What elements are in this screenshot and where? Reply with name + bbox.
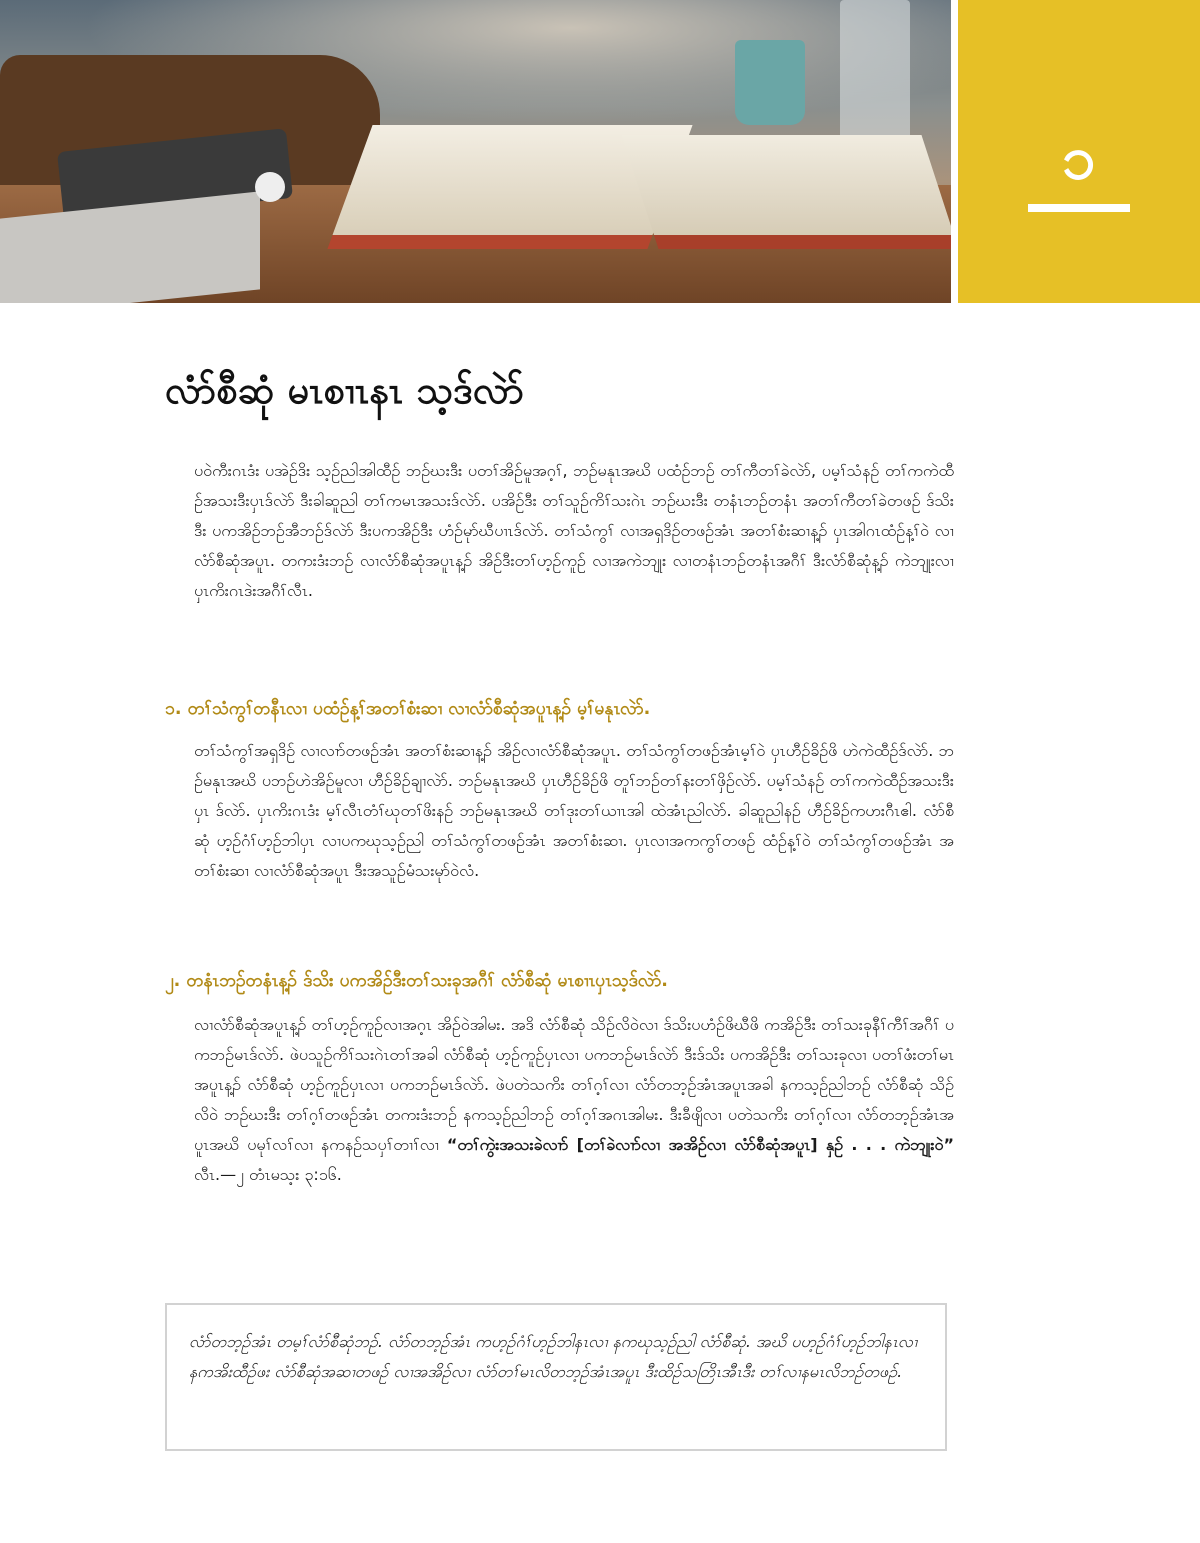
page-title: လံာ်စီဆုံ မၤစၢၤနၤ သ့ဒ်လဲာ် [165,368,525,412]
hero-book-right-page [621,135,951,249]
chapter-underline [1028,204,1130,212]
section-2-heading: ၂. တနံၤဘဉ်တနံၤန့ၣ် ဒ်သိး ပကအိဉ်ဒီးတၢ်သးခုအဂီၢ် လံာ်စီဆုံ မၤစၢၤပှၤသ့ဒ်လဲာ်. [165,971,668,991]
intro-paragraph: ပဝဲကီးဂၤဒံး ပအဲဉ်ဒိး သ့ဉ်ညါအါထီဉ် ဘဉ်ဃးဒီး ပတၢ်အိဉ်မူအဂ့ၢ်, ဘဉ်မနုၤအဃိ ပထံဉ်ဘဉ် တၢ်ကီတၢ်ခဲလဲာ်, ပမ့ၢ်သံနဉ် တၢ်ကကဲထီဉ်အသးဒီးပှၤဒ်လဲာ် ဒီးခါဆူညါ တၢ်ကမၤအသးဒ်လဲာ်. ပအိဉ်ဒီး တၢ်သူဉ်ကိၢ်သးဂဲၤ ဘဉ်ဃးဒီး တနံၤဘဉ်တနံၤ အတၢ်ကီတၢ်ခဲတဖဉ် ဒ်သိးဒီး ပကအိဉ်ဘဉ်အီဘဉ်ဒ်လဲာ် ဒီးပကအိဉ်ဒီး ဟံဉ်မုာ်ဃီပၢၤဒ်လဲာ်. တၢ်သံကွၢ် လၢအရှဒိဉ်တဖဉ်အံၤ အတၢ်စံးဆၢန့ၣ် ပှၤအါဂၤထံဉ်န့ၢ်ဝဲ လၢလံာ်စီဆုံအပူၤ. တကးဒံးဘဉ် လၢလံာ်စီဆုံအပူၤန့ၣ် အိဉ်ဒီးတၢ်ဟ့ဉ်ကူဉ် လၢအကဲဘျုး လၢတနံၤဘဉ်တနံၤအဂီၢ် ဒီးလံာ်စီဆုံန့ၣ် ကဲဘျုးလၢ ပှၤကိးဂၤဒဲးအဂီၢ်လီၤ. [194,461,955,600]
chapter-number: ၁ [1062,123,1096,193]
scripture-reference: လီၤ.—၂ တံၤမသ့း ၃:၁၆. [194,1165,342,1184]
note-text: လံာ်တဘ့ဉ်အံၤ တမ့ၢ်လံာ်စီဆုံဘဉ်. လံာ်တဘ့ဉ်အံၤ ကဟ့ဉ်ဂံၢ်ဟ့ဉ်ဘါနၤလၢ နကဃုသ့ဉ်ညါ လံာ်စီဆုံ. အဃိ ပဟ့ဉ်ဂံၢ်ဟ့ဉ်ဘါနၤလၢ နကအိးထီဉ်ဖး လံာ်စီဆုံအဆၢတဖဉ် လၢအအိဉ်လၢ လံာ်တၢ်မၤလိတဘ့ဉ်အံၤအပူၤ ဒီးထိဉ်သတြိၤအီၤဒီး တၢ်လၢနမၤလိဘဉ်တဖဉ်. [189,1332,918,1381]
note-box [165,1303,947,1451]
scripture-quote: “တၢ်ကွဲးအသးခဲလၢာ် [တၢ်ခဲလၢာ်လၢ အအိဉ်လၢ လံာ်စီဆုံအပူၤ] နှဉ် . . . ကဲဘျုးဝဲ” [446,1135,954,1154]
hero-image [0,0,951,303]
hero-earbud [255,172,285,202]
section-1-body: တၢ်သံကွၢ်အရှဒိဉ် လၢလၢာ်တဖဉ်အံၤ အတၢ်စံးဆၢန့ၣ် အိဉ်လၢလံာ်စီဆုံအပူၤ. တၢ်သံကွၢ်တဖဉ်အံၤမ့ၢ်ဝဲ ပှၤဟီဉ်ခိဉ်ဖိ ဟဲကဲထီဉ်ဒ်လဲာ်. ဘဉ်မနုၤအဃိ ပဘဉ်ဟဲအိဉ်မူလၢ ဟီဉ်ခိဉ်ချၢလဲာ်. ဘဉ်မနုၤအဃိ ပှၤဟီဉ်ခိဉ်ဖိ တူၢ်ဘဉ်တၢ်နးတၢ်ဖှိဉ်လဲာ်. ပမ့ၢ်သံနဉ် တၢ်ကကဲထီဉ်အသးဒီးပှၤ ဒ်လဲာ်. ပှၤကိးဂၤဒံး မ့ၢ်လီၤတံၢ်ဃုတၢ်ဖိးနဉ် ဘဉ်မနုၤအဃိ တၢ်ဒုးတၢ်ယၢၤအါ ထဲအံၤညါလဲာ်. ခါဆူညါနဉ် ဟီဉ်ခိဉ်ကဟးဂီၤဧါ. လံာ်စီဆုံ ဟ့ဉ်ဂံၢ်ဟ့ဉ်ဘါပှၤ လၢပကဃုသ့ဉ်ညါ တၢ်သံကွၢ်တဖဉ်အံၤ အတၢ်စံးဆၢ. ပှၤလၢအကကွၢ်တဖဉ် ထံဉ်န့ၢ်ဝဲ တၢ်သံကွၢ်တဖဉ်အံၤ အတၢ်စံးဆၢ လၢလံာ်စီဆုံအပူၤ ဒီးအသူဉ်မံသးမုာ်ဝဲလံ. [194,741,954,880]
section-2-text: လၢလံာ်စီဆုံအပူၤန့ၣ် တၢ်ဟ့ဉ်ကူဉ်လၢအဂ့ၤ အိဉ်ဝဲအါမး. အဒိ လံာ်စီဆုံ သိဉ်လိဝဲလၢ ဒ်သိးပဟံဉ်ဖိဃီဖိ ကအိဉ်ဒီး တၢ်သးခုနီၢ်ကီၢ်အဂီၢ် ပကဘဉ်မၤဒ်လဲာ်. ဖဲပသူဉ်ကိၢ်သးဂဲၤတၢ်အခါ လံာ်စီဆုံ ဟ့ဉ်ကူဉ်ပှၤလၢ ပကဘဉ်မၤဒ်လဲာ် ဒီးဒ်သိး ပကအိဉ်ဒီး တၢ်သးခုလၢ ပတၢ်ဖံးတၢ်မၤအပူၤန့ၣ် လံာ်စီဆုံ ဟ့ဉ်ကူဉ်ပှၤလၢ ပကဘဉ်မၤဒ်လဲာ်. ဖဲပတဲသကိး တၢ်ဂ့ၢ်လၢ လံာ်တဘ့ဉ်အံၤအပူၤအခါ နကသ့ဉ်ညါဘဉ် လံာ်စီဆုံ သိဉ်လိဝဲ ဘဉ်ဃးဒီး တၢ်ဂ့ၢ်တဖဉ်အံၤ တကးဒံးဘဉ် နကသ့ဉ်ညါဘဉ် တၢ်ဂ့ၢ်အဂၤအါမး. ဒီးခီဖျိလၢ ပတဲသကိး တၢ်ဂ့ၢ်လၢ လံာ်တဘ့ဉ်အံၤအပူၤအဃိ ပမုၢ်လၢ်လၢ နကနဉ်သပှၢ်တၢၢ်လၢ [194,1015,954,1154]
section-1-heading: ၁. တၢ်သံကွၢ်တနီၤလၢ ပထံဉ်န့ၢ်အတၢ်စံးဆၢ လၢလံာ်စီဆုံအပူၤန့ၣ် မ့ၢ်မနုၤလဲာ်. [165,699,651,719]
hero-mug [735,40,805,125]
chapter-badge [958,0,1200,303]
hero-glass [840,0,910,150]
section-2-body [194,1010,954,1190]
